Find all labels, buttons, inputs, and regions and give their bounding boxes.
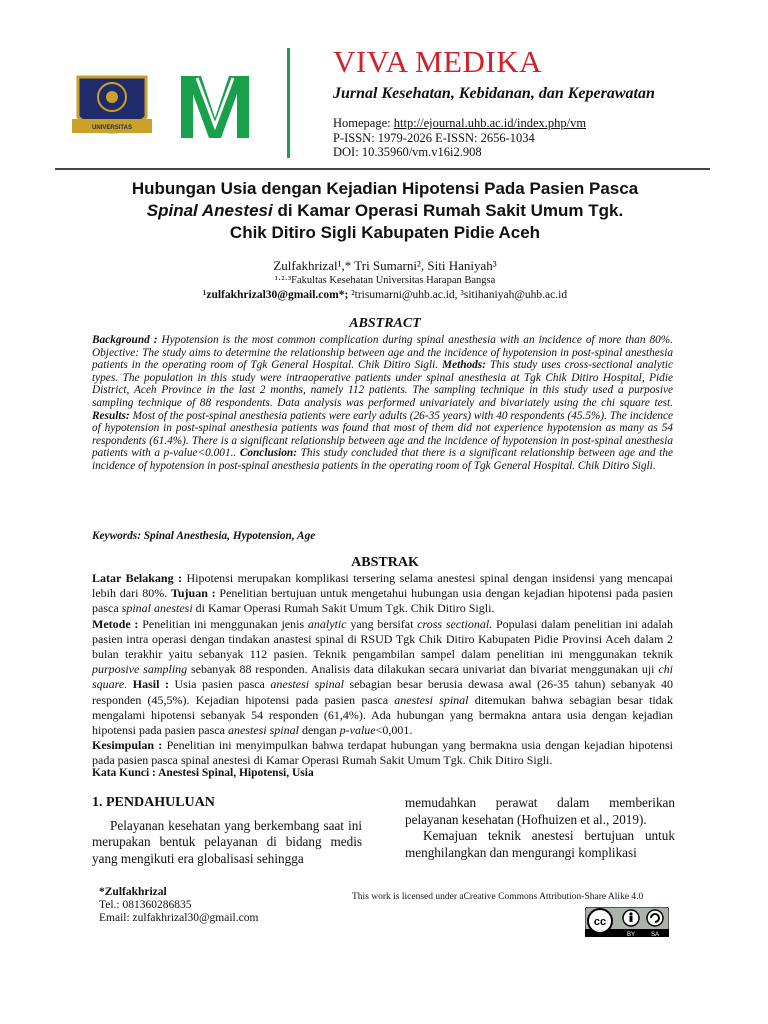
- homepage-label: Homepage:: [333, 116, 394, 130]
- journal-meta: [333, 116, 586, 160]
- journal-title: VIVA MEDIKA: [333, 44, 543, 79]
- cc-license-badge[interactable]: [585, 907, 669, 937]
- paragraph: memudahkan perawat dalam memberikan pelayanan kesehatan (Hofhuizen et al., 2019).: [405, 795, 675, 827]
- issn: P-ISSN: 1979-2026 E-ISSN: 2656-1034: [333, 130, 535, 145]
- body-left-column: [92, 795, 362, 867]
- svg-text:UNIVERSITAS: UNIVERSITAS: [92, 125, 132, 131]
- section-heading: 1. PENDAHULUAN: [92, 795, 215, 810]
- header-divider: [287, 48, 290, 158]
- article-title: Hubungan Usia dengan Kejadian Hipotensi Pada Pasien Pasca Spinal Anestesi di Kamar Operasi Rumah Sakit Umum Tgk. Chik Ditiro Sigli Kabupaten Pidie Aceh: [131, 179, 639, 242]
- authors-block: [60, 258, 710, 303]
- abstract-id: Latar Belakang : Hipotensi merupakan komplikasi tersering selama anestesi spinal dengan insidensi yang mencapai lebih dari 80%. Tujuan : Penelitian bertujuan untuk mengetahui hubungan usia dengan kejadian hipotensi pada pasien pasca spinal anestesi di Kamar Operasi Rumah Sakit Umum Tgk. Chik Ditiro Sigli. Metode : Penelitian ini menggunakan jenis analytic yang bersifat cross sectional. Populasi dalam penelitian ini adalah pasien intra operasi dengan tindakan anastesi spinal di RSUD Tgk Chik Ditiro Kabupaten Pidie Provinsi Aceh dalam 2 bulan terakhir yaitu sebanyak 112 pasien. Teknik pengambilan sampel dalam penelitian ini menggunakan teknik purposive sampling sebanyak 88 responden. Analisis data dilakukan secara univariat dan bivariat menggunakan uji chi square. Hasil : Usia pasien pasca anestesi spinal sebagian besar berusia dewasa awal (26-35 tahun) sebanyak 40 responden (45,5%). Kejadian hipotensi pada pasien pasca anestesi spinal ditemukan bahwa sebagian besar tidak mengalami hipotensi sebanyak 54 responden (61,4%). Ada hubungan yang bermakna antara usia dengan kejadian hipotensi pada pasien pasca anestesi spinal dengan p-value<0,001. Kesimpulan : Penelitian ini menyimpulkan bahwa terdapat hubungan yang bermakna usia dengan kejadian hipotensi pada pasien pasca spinal anestesi di Kamar Operasi Rumah Sakit Umum Tgk. Chik Ditiro Sigli.: [92, 571, 674, 768]
- journal-subtitle: Jurnal Kesehatan, Kebidanan, dan Keperawatan: [333, 85, 655, 102]
- keywords-id: Kata Kunci : Anestesi Spinal, Hipotensi, Usia: [92, 767, 314, 779]
- affiliation: ¹·²·³Fakultas Kesehatan Universitas Harapan Bangsa: [274, 275, 496, 286]
- body-right-column: [405, 795, 675, 861]
- paragraph: Kemajuan teknik anestesi bertujuan untuk menghilangkan dan mengurangi komplikasi: [405, 828, 675, 860]
- paragraph: Pelayanan kesehatan yang berkembang saat ini merupakan bentuk pelayanan di bidang medis yang mengikuti era globalisasi sehingga: [92, 817, 362, 866]
- svg-text:cc: cc: [593, 916, 607, 928]
- abstract-heading: ABSTRACT: [349, 316, 421, 331]
- corresponding-author: *Zulfakhrizal Tel.: 081360286835 Email: zulfakhrizal30@gmail.com: [99, 886, 259, 924]
- cc-sa-label: SA: [650, 932, 660, 937]
- homepage-link[interactable]: http://ejournal.uhb.ac.id/index.php/vm: [393, 116, 587, 130]
- cc-by-label: BY: [626, 932, 636, 937]
- abstract-en: Background : Hypotension is the most common complication during spinal anesthesia with an incidence of more than 80%. Objective: The study aims to determine the relationship between age and the incidence of hypotension in post-spinal anesthesia patients in the operating room of Tgk General Hospital. Chik Ditiro Sigli. Methods: This study uses cross-sectional analytic types. The population in this study were intraoperative patients under spinal anesthesia at Tgk Chik Ditiro Hospital, Pidie District, Aceh Province in the last 2 months, namely 112 patients. The sampling technique in this study used a purposive sampling technique of 88 respondents. Data analysis was performed univariately and bivariately using the chi square test. Results: Most of the post-spinal anesthesia patients were early adults (26-35 years) with 40 respondents (45.5%). The incidence of hypotension in post-spinal anesthesia patients was found that most of them did not experience hypotension as many as 54 respondents (61.4%). There is a significant relationship between age and the incidence of hypotension in post-spinal anesthesia patients with a p-value<0.001.. Conclusion: This study concluded that there is a significant relationship between age and the incidence of hypotension in post-spinal anesthesia patients in the operating room of Tgk General Hospital. Chik Ditiro Sigli.: [92, 334, 674, 472]
- author-list: Zulfakhrizal¹,* Tri Sumarni², Siti Haniyah³: [273, 258, 497, 273]
- keywords-en: Keywords: Spinal Anesthesia, Hypotension, Age: [92, 530, 316, 542]
- abstrak-heading: ABSTRAK: [351, 555, 419, 570]
- uhb-logo: [70, 67, 154, 147]
- vm-logo: [175, 70, 255, 142]
- emails: ¹zulfakhrizal30@gmail.com*; ²trisumarni@uhb.ac.id, ³sitihaniyah@uhb.ac.id: [202, 289, 568, 301]
- license-text: This work is licensed under aCreative Commons Attribution-Share Alike 4.0: [352, 892, 644, 902]
- doi: DOI: 10.35960/vm.v16i2.908: [333, 145, 482, 159]
- header-rule: [55, 168, 710, 170]
